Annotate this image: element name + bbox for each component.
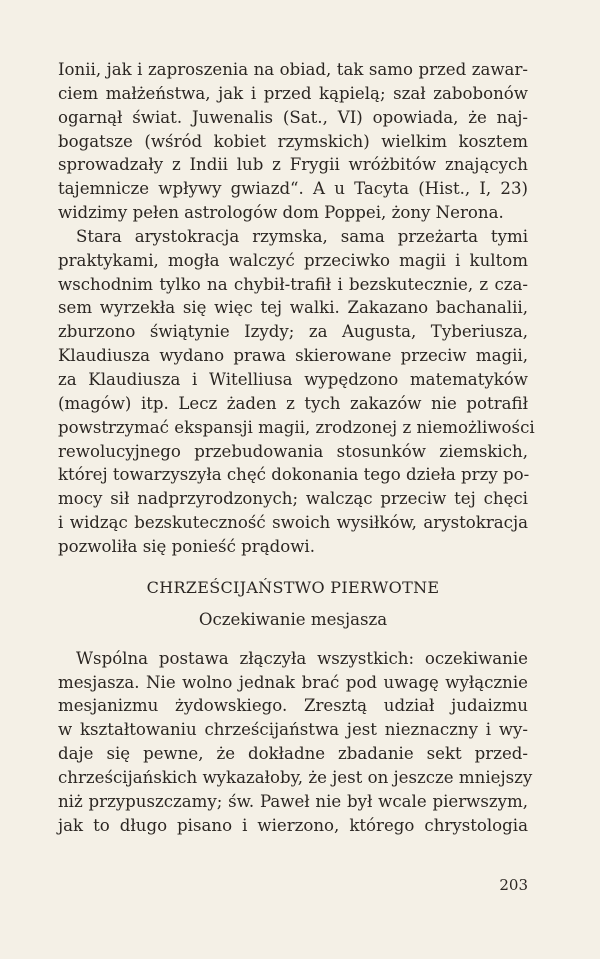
text-line: wschodnim tylko na chybił-trafił i bezskutecznie, z cza-	[58, 274, 528, 294]
text-line: Stara arystokracja rzymska, sama przeżarta tymi	[76, 226, 528, 246]
text-line: i widząc bezskuteczność swoich wysiłków, arystokracja	[58, 513, 528, 533]
text-line: za Klaudiusza i Witelliusa wypędzono matematyków	[58, 369, 528, 389]
body-text-top	[58, 58, 535, 559]
text-line: powstrzymać ekspansji magii, zrodzonej z niemożliwości	[58, 417, 535, 437]
text-line: daje się pewne, że dokładne zbadanie sekt przed-	[58, 744, 528, 764]
text-line: chrześcijańskich wykazałoby, że jest on jeszcze mniejszy	[58, 767, 533, 787]
text-line: zburzono świątynie Izydy; za Augusta, Tyberiusza,	[58, 322, 528, 342]
page-number: 203	[499, 876, 528, 894]
text-line: której towarzyszyła chęć dokonania tego dzieła przy po-	[58, 465, 530, 485]
text-line: praktykami, mogła walczyć przeciwko magii i kultom	[58, 250, 528, 270]
text-line: (magów) itp. Lecz żaden z tych zakazów nie potrafił	[58, 393, 528, 413]
text-line: mesjanizmu żydowskiego. Zresztą udział judaizmu	[58, 696, 528, 716]
text-line: widzimy pełen astrologów dom Poppei, żony Nerona.	[58, 203, 504, 223]
text-line: mocy sił nadprzyrodzonych; walcząc przeciw tej chęci	[58, 489, 528, 509]
text-line: mesjasza. Nie wolno jednak brać pod uwagę wyłącznie	[58, 672, 528, 692]
text-line: ciem małżeństwa, jak i przed kąpielą; szał zabobonów	[58, 83, 528, 103]
text-line: Wspólna postawa złączyła wszystkich: oczekiwanie	[76, 648, 528, 668]
text-line: bogatsze (wśród kobiet rzymskich) wielkim kosztem	[58, 131, 528, 151]
text-line: w kształtowaniu chrześcijaństwa jest nieznaczny i wy-	[58, 720, 528, 740]
subsection-heading: Oczekiwanie mesjasza	[198, 609, 388, 629]
text-line: niż przypuszczamy; św. Paweł nie był wcale pierwszym,	[58, 791, 528, 811]
text-line: sem wyrzekła się więc tej walki. Zakazano bachanalii,	[58, 298, 528, 318]
body-text-bottom	[58, 647, 533, 838]
text-line: Klaudiusza wydano prawa skierowane przeciw magii,	[58, 346, 528, 366]
section-heading: CHRZEŚCIJAŃSTWO PIERWOTNE	[146, 577, 440, 597]
text-line: ogarnął świat. Juwenalis (Sat., VI) opowiada, że naj-	[58, 107, 528, 127]
text-line: Ionii, jak i zaproszenia na obiad, tak samo przed zawar-	[58, 60, 528, 79]
text-line: pozwoliła się ponieść prądowi.	[58, 536, 315, 556]
text-line: rewolucyjnego przebudowania stosunków ziemskich,	[58, 441, 528, 461]
page-text	[58, 58, 535, 837]
text-line: tajemnicze wpływy gwiazd“. A u Tacyta (Hist., I, 23)	[58, 179, 528, 199]
text-line: jak to długo pisano i wierzono, którego chrystologia	[58, 815, 528, 835]
text-line: sprowadzały z Indii lub z Frygii wróżbitów znających	[58, 155, 528, 175]
